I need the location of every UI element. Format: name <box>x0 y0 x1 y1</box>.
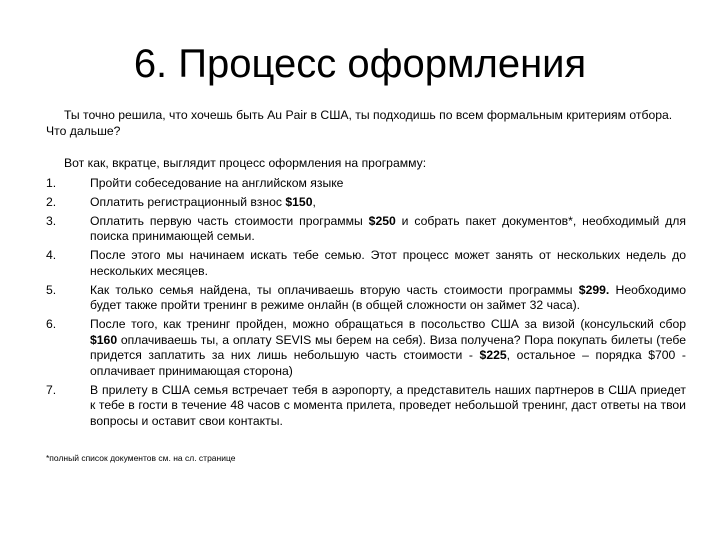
step-number: 6. <box>46 317 57 331</box>
list-item <box>46 195 686 211</box>
step-text: Пройти собеседование на английском языке <box>90 175 344 190</box>
step-text: Оплатить регистрационный взнос $150, <box>90 194 316 209</box>
step-number: 7. <box>46 382 57 397</box>
list-item <box>46 214 686 245</box>
list-item <box>46 383 686 430</box>
step-number: 5. <box>46 282 57 297</box>
step-number: 3. <box>46 213 57 228</box>
footnote: *полный список документов см. на сл. странице <box>46 453 236 463</box>
step-number: 4. <box>46 248 57 262</box>
process-steps-list <box>46 176 686 430</box>
step-text: После этого мы начинаем искать тебе семью. Этот процесс может занять от нескольких недель до нескольких месяцев. <box>90 248 686 278</box>
intro-paragraph: Ты точно решила, что хочешь быть Au Pair в США, ты подходишь по всем формальным критериям отбора. Что дальше? <box>46 108 673 138</box>
list-item <box>46 317 686 379</box>
slide-title: 6. Процесс оформления <box>133 42 587 86</box>
step-text: В прилету в США семья встречает тебя в аэропорту, а представитель наших партнеров в США приедет к тебе в гости в течение 48 часов с момента прилета, проведет небольшой тренинг, даст ответы на твои вопросы и оставит свои контакты. <box>90 382 686 428</box>
step-text: Как только семья найдена, ты оплачиваешь вторую часть стоимости программы $299. Необходимо будет также пройти тренинг в режиме онлайн (в общей сложности он займет 32 часа). <box>90 282 686 312</box>
step-text: После того, как тренинг пройден, можно обращаться в посольство США за визой (консульский сбор $160 оплачиваешь ты, а оплату SEVIS мы берем на себя). Виза получена? Пора покупать билеты (тебе придется заплатить за них лишь небольшую часть стоимости - $225, остальное – порядка $700 - оплачивает принимающая сторона) <box>90 317 686 378</box>
slide-body <box>46 108 686 433</box>
list-item <box>46 283 686 314</box>
list-item <box>46 248 686 279</box>
list-item <box>46 176 686 192</box>
process-intro: Вот как, вкратце, выглядит процесс оформления на программу: <box>64 156 427 170</box>
step-text: Оплатить первую часть стоимости программы $250 и собрать пакет документов*, необходимый для поиска принимающей семьи. <box>90 213 686 243</box>
step-number: 1. <box>46 175 57 190</box>
step-number: 2. <box>46 194 57 209</box>
